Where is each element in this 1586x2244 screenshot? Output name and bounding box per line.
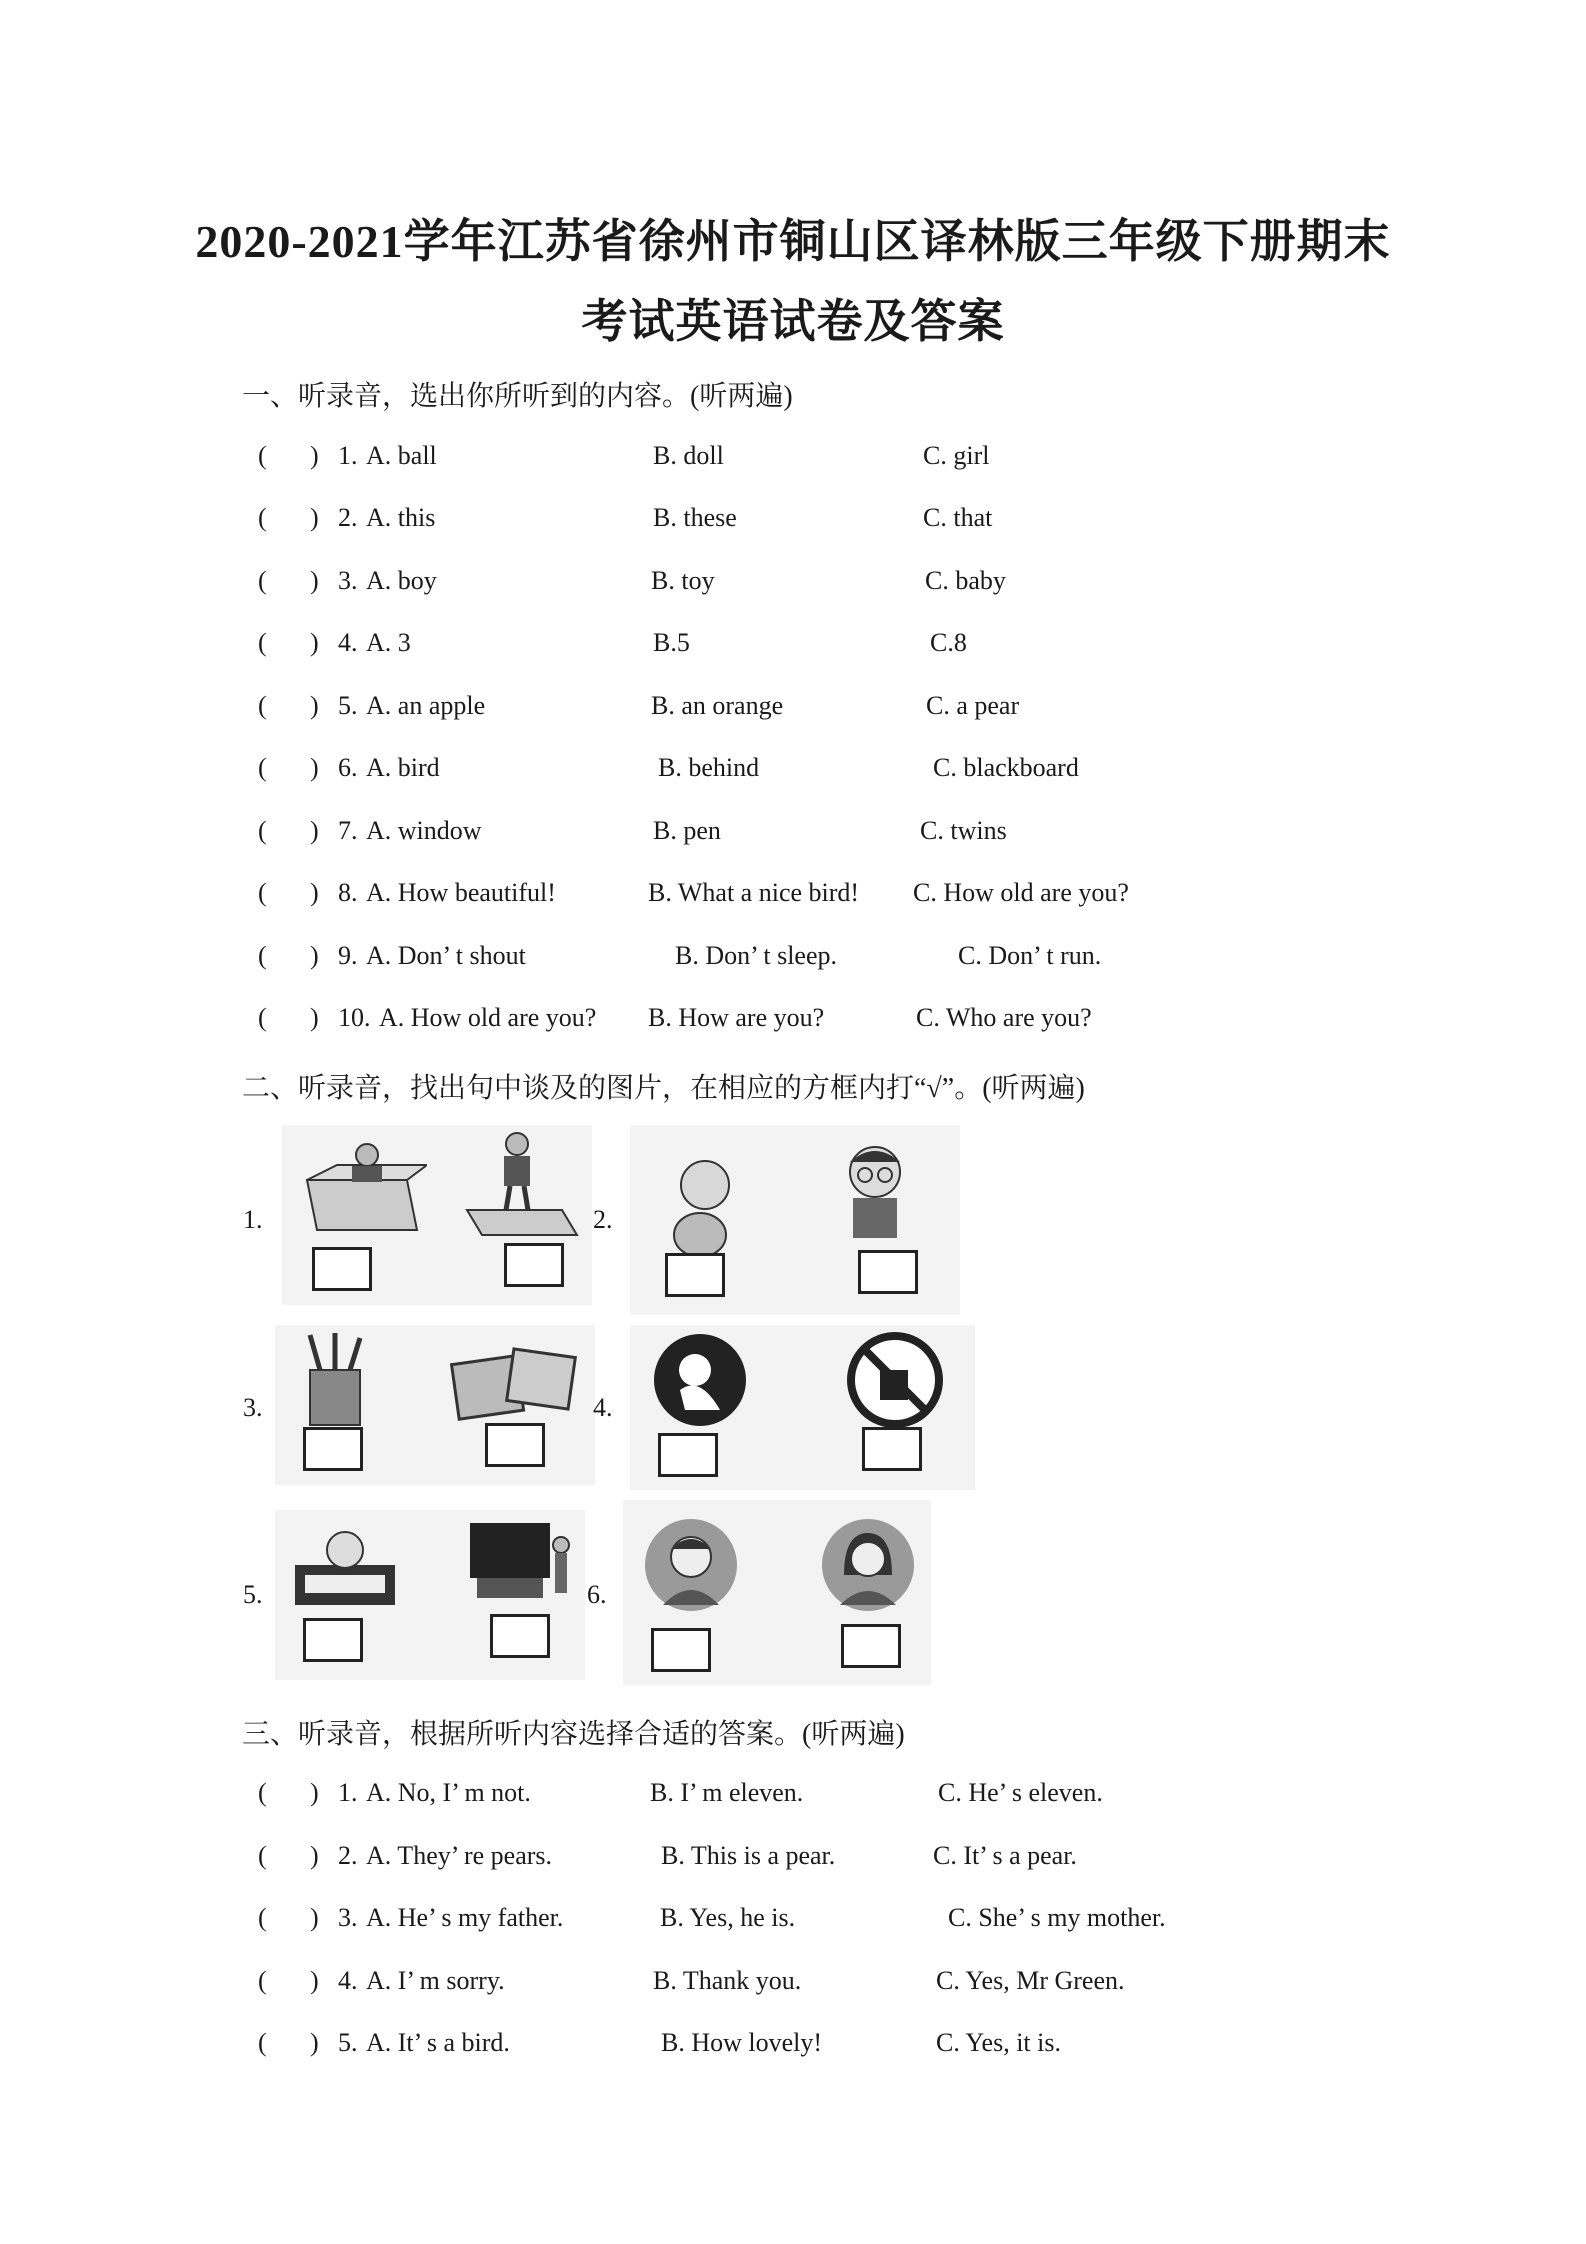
checkbox-5a[interactable] — [303, 1618, 363, 1662]
question-number: 9. — [338, 941, 358, 970]
option-c: C. He’ s eleven. — [938, 1778, 1103, 1807]
option-a: A. ball — [366, 441, 437, 470]
option-a: A. They’ re pears. — [366, 1841, 553, 1870]
checkbox-1b[interactable] — [504, 1243, 564, 1287]
option-c: C. baby — [925, 566, 1006, 595]
answer-paren-right: ) — [310, 566, 319, 595]
picture-label-4: 4. — [593, 1393, 613, 1422]
checkbox-3a[interactable] — [303, 1427, 363, 1471]
answer-paren-left: ( — [258, 1003, 267, 1032]
answer-paren-left: ( — [258, 566, 267, 595]
option-c: C. Yes, Mr Green. — [936, 1966, 1125, 1995]
answer-paren-left: ( — [258, 753, 267, 782]
answer-paren-left: ( — [258, 503, 267, 532]
picture-panel-5 — [275, 1510, 585, 1680]
boy-in-bed-icon — [290, 1520, 400, 1610]
question-number: 10. — [338, 1003, 371, 1032]
pictures-icon — [450, 1345, 580, 1425]
section2-heading: 二、听录音，找出句中谈及的图片，在相应的方框内打“√”。(听两遍) — [242, 1073, 1085, 1104]
option-b: B. pen — [653, 816, 721, 845]
checkbox-4b[interactable] — [862, 1427, 922, 1471]
option-b: B. Thank you. — [653, 1966, 802, 1995]
option-c: C. How old are you? — [913, 878, 1129, 907]
section1-heading: 一、听录音，选出你所听到的内容。(听两遍) — [242, 381, 793, 412]
option-a: A. this — [366, 503, 436, 532]
answer-paren-left: ( — [258, 628, 267, 657]
answer-paren-right: ) — [310, 816, 319, 845]
answer-paren-left: ( — [258, 691, 267, 720]
boy-on-box-icon — [462, 1130, 582, 1245]
option-b: B.5 — [653, 628, 690, 657]
answer-paren-left: ( — [258, 1778, 267, 1807]
option-b: B. doll — [653, 441, 724, 470]
no-running-sign-icon — [845, 1330, 945, 1430]
checkbox-3b[interactable] — [485, 1423, 545, 1467]
option-b: B. behind — [658, 753, 760, 782]
question-number: 2. — [338, 503, 358, 532]
option-a: A. He’ s my father. — [366, 1903, 564, 1932]
answer-paren-right: ) — [310, 1003, 319, 1032]
option-a: A. an apple — [366, 691, 486, 720]
picture-label-1: 1. — [243, 1205, 263, 1234]
option-a: A. bird — [366, 753, 440, 782]
picture-panel-3 — [275, 1325, 595, 1485]
answer-paren-right: ) — [310, 1966, 319, 1995]
picture-label-3: 3. — [243, 1393, 263, 1422]
answer-paren-right: ) — [310, 441, 319, 470]
checkbox-4a[interactable] — [658, 1433, 718, 1477]
option-c: C. blackboard — [933, 753, 1079, 782]
question-number: 2. — [338, 1841, 358, 1870]
answer-paren-right: ) — [310, 628, 319, 657]
picture-label-5: 5. — [243, 1580, 263, 1609]
question-number: 6. — [338, 753, 358, 782]
option-c: C. twins — [920, 816, 1007, 845]
option-c: C. Who are you? — [916, 1003, 1092, 1032]
page-title-line1: 2020-2021学年江苏省徐州市铜山区译林版三年级下册期末 — [195, 216, 1391, 267]
question-number: 4. — [338, 628, 358, 657]
question-number: 8. — [338, 878, 358, 907]
question-number: 3. — [338, 566, 358, 595]
question-number: 5. — [338, 2028, 358, 2057]
answer-paren-left: ( — [258, 1841, 267, 1870]
section3-heading: 三、听录音，根据所听内容选择合适的答案。(听两遍) — [242, 1719, 905, 1750]
option-b: B. toy — [651, 566, 715, 595]
checkbox-2b[interactable] — [858, 1250, 918, 1294]
question-number: 1. — [338, 1778, 358, 1807]
option-b: B. I’ m eleven. — [650, 1778, 804, 1807]
woman-face-icon — [818, 1515, 918, 1615]
option-b: B. How are you? — [648, 1003, 825, 1032]
boy-with-glasses-icon — [825, 1140, 935, 1260]
option-a: A. I’ m sorry. — [366, 1966, 505, 1995]
option-b: B. This is a pear. — [661, 1841, 836, 1870]
answer-paren-right: ) — [310, 2028, 319, 2057]
option-a: A. Don’ t shout — [366, 941, 526, 970]
option-c: C. It’ s a pear. — [933, 1841, 1077, 1870]
answer-paren-right: ) — [310, 941, 319, 970]
answer-paren-left: ( — [258, 2028, 267, 2057]
checkbox-1a[interactable] — [312, 1247, 372, 1291]
question-number: 7. — [338, 816, 358, 845]
option-c: C.8 — [930, 628, 967, 657]
option-a: A. How beautiful! — [366, 878, 556, 907]
question-number: 1. — [338, 441, 358, 470]
answer-paren-right: ) — [310, 753, 319, 782]
picture-panel-4 — [630, 1325, 975, 1490]
boy-in-box-icon — [297, 1140, 427, 1240]
option-a: A. window — [366, 816, 482, 845]
picture-panel-6 — [623, 1500, 931, 1685]
option-c: C. She’ s my mother. — [948, 1903, 1166, 1932]
answer-paren-left: ( — [258, 1966, 267, 1995]
question-number: 5. — [338, 691, 358, 720]
shush-sign-icon — [650, 1330, 750, 1430]
option-b: B. What a nice bird! — [648, 878, 860, 907]
option-a: A. boy — [366, 566, 437, 595]
pencil-cup-icon — [295, 1330, 375, 1430]
option-c: C. a pear — [926, 691, 1020, 720]
answer-paren-right: ) — [310, 1903, 319, 1932]
option-b: B. Yes, he is. — [660, 1903, 796, 1932]
option-c: C. Yes, it is. — [936, 2028, 1061, 2057]
answer-paren-left: ( — [258, 941, 267, 970]
option-b: B. these — [653, 503, 737, 532]
question-number: 3. — [338, 1903, 358, 1932]
option-a: A. How old are you? — [379, 1003, 597, 1032]
answer-paren-right: ) — [310, 1841, 319, 1870]
checkbox-6b[interactable] — [841, 1624, 901, 1668]
option-b: B. an orange — [651, 691, 784, 720]
checkbox-6a[interactable] — [651, 1628, 711, 1672]
answer-paren-left: ( — [258, 441, 267, 470]
option-c: C. Don’ t run. — [958, 941, 1102, 970]
answer-paren-left: ( — [258, 878, 267, 907]
checkbox-2a[interactable] — [665, 1253, 725, 1297]
answer-paren-right: ) — [310, 878, 319, 907]
man-face-icon — [641, 1515, 741, 1615]
checkbox-5b[interactable] — [490, 1614, 550, 1658]
option-a: A. It’ s a bird. — [366, 2028, 510, 2057]
answer-paren-left: ( — [258, 1903, 267, 1932]
picture-panel-1 — [282, 1125, 592, 1305]
baby-icon — [650, 1155, 750, 1265]
option-a: A. No, I’ m not. — [366, 1778, 531, 1807]
option-c: C. girl — [923, 441, 990, 470]
answer-paren-right: ) — [310, 503, 319, 532]
picture-panel-2 — [630, 1125, 960, 1315]
page-title-line2: 考试英语试卷及答案 — [581, 296, 1005, 347]
answer-paren-right: ) — [310, 1778, 319, 1807]
option-c: C. that — [923, 503, 993, 532]
option-b: B. Don’ t sleep. — [675, 941, 837, 970]
picture-label-6: 6. — [587, 1580, 607, 1609]
answer-paren-left: ( — [258, 816, 267, 845]
blackboard-icon — [465, 1515, 575, 1615]
option-a: A. 3 — [366, 628, 411, 657]
question-number: 4. — [338, 1966, 358, 1995]
option-b: B. How lovely! — [661, 2028, 823, 2057]
answer-paren-right: ) — [310, 691, 319, 720]
picture-label-2: 2. — [593, 1205, 613, 1234]
